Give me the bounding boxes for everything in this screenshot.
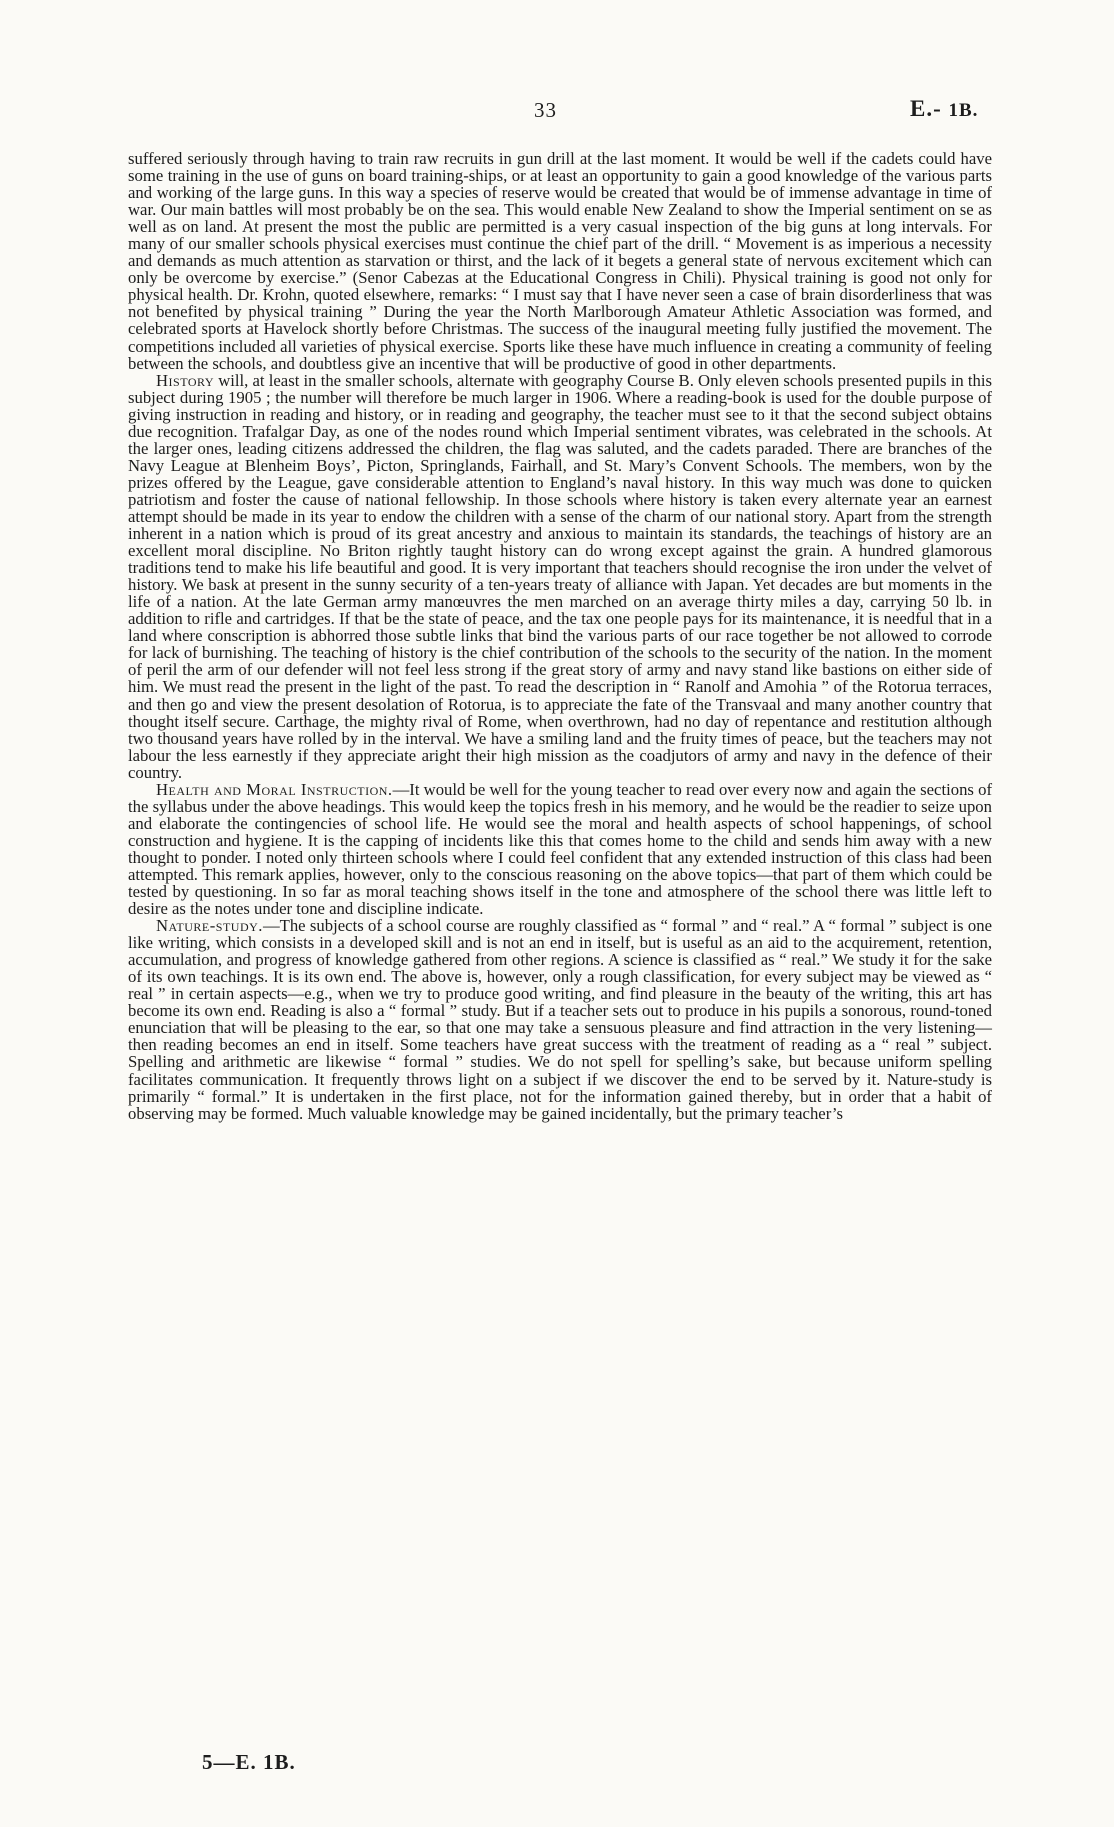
paragraph-text: —It would be well for the young teacher to read over every now and again the sections of the syllabus under the above headings. This would keep the topics fresh in his memory, and he would be the readier to seize upon and elaborate the contingencies of school life. He would see the moral and health aspects of school happenings, of school construction and hygiene. It is the capping of incidents like this that comes home to the child and sends him away with a new thought to ponder. I noted only thirteen schools where I could feel confident that any extended instruction of this class had been attempted. This remark applies, however, only to the conscious reasoning on the above topics—that part of them which could be tested by questioning. In so far as moral teaching shows itself in the tone and atmosphere of the school there was little left to desire as the notes under tone and discipline indicate. [128, 779, 992, 919]
paragraph-text: will, at least in the smaller schools, alternate with geography Course B. Only eleven schools presented pupils in this subject during 1905 ; the number will therefore be much larger in 1906. Where a reading-book is used for the double purpose of giving instruction in reading and history, or in reading and geography, the teacher must see to it that the second subject obtains due recognition. Trafalgar Day, as one of the nodes round which Imperial sentiment vibrates, was celebrated in the schools. At the larger ones, leading citizens addressed the children, the flag was saluted, and the cadets paraded. There are branches of the Navy League at Blenheim Boys’, Picton, Springlands, Fairhall, and St. Mary’s Convent Schools. The members, won by the prizes offered by the League, gave considerable attention to England’s naval history. In this way much was done to quicken patriotism and foster the cause of national fellowship. In those schools where history is taken every alternate year an earnest attempt should be made in its year to endow the children with a sense of the charm of our national story. Apart from the strength inherent in a nation which is proud of its great ancestry and anxious to maintain its standards, the teachings of history are an excellent moral discipline. No Briton rightly taught history can do wrong except against the grain. A hundred glamorous traditions tend to make his life beautiful and good. It is very important that teachers should recognise the iron under the velvet of history. We bask at present in the sunny security of a ten-years treaty of alliance with Japan. Yet decades are but moments in the life of a nation. At the late German army manœuvres the men marched on an average thirty miles a day, carrying 50 lb. in addition to rifle and cartridges. If that be the state of peace, and the tax one people pays for its maintenance, it is needful that in a land where conscription is abhorred those subtle links that bind the various parts of our race together be not allowed to corrode for lack of burnishing. The teaching of history is the chief contribution of the schools to the security of the nation. In the moment of peril the arm of our defender will not feel less strong if the great story of army and navy stand like bastions on either side of him. We must read the present in the light of the past. To read the description in “ Ranolf and Amohia ” of the Rotorua terraces, and then go and view the present desolation of Rotorua, is to appreciate the fate of the Transvaal and many another country that thought itself secure. Carthage, the mighty rival of Rome, when overthrown, had no day of repentance and restitution although two thousand years have rolled by in the interval. We have a smiling land and the fruity times of peace, but the teachers may not labour the less earnestly if they appreciate aright their high mission as the coadjutors of army and navy in the defence of their country. [128, 370, 992, 782]
paragraph-text: —The subjects of a school course are roughly classified as “ formal ” and “ real.” A “ formal ” subject is one like writing, which consists in a developed skill and is not an end in itself, but is useful as an aid to the acquirement, retention, accumulation, and progress of knowledge gathered from other regions. A science is classified as “ real.” We study it for the sake of its own teachings. It is its own end. The above is, however, only a rough classification, for every subject may be viewed as “ real ” in certain aspects—e.g., when we try to produce good writing, and find pleasure in the beauty of the writing, this art has become its own end. Reading is also a “ formal ” study. But if a teacher sets out to produce in his pupils a sonorous, round-toned enunciation that will be pleasing to the ear, so that one may take a sensuous pleasure and find attraction in the very listening—then reading becomes an end in itself. Some teachers have great success with the treatment of reading as a “ real ” subject. Spelling and arithmetic are likewise “ formal ” studies. We do not spell for spelling’s sake, but because uniform spelling facilitates communication. It frequently throws light on a subject if we discover the end to be served by it. Nature-study is primarily “ formal.” It is undertaken in the first place, not for the information gained thereby, but in order that a habit of observing may be formed. Much valuable knowledge may be gained incidentally, but the primary teacher’s [128, 916, 992, 1123]
paragraph-health-moral [128, 781, 992, 917]
paragraph-physical-training [128, 150, 992, 372]
page-reference [910, 96, 978, 122]
paragraph-text: suffered seriously through having to train raw recruits in gun drill at the last moment. It would be well if the cadets could have some training in the use of guns on board training-ships, or at least an opportunity to gain a good knowledge of the various parts and working of the large guns. In this way a species of reserve would be created that would be of immense advantage in time of war. Our main battles will most probably be on the sea. This would enable New Zealand to show the Imperial sentiment on se as well as on land. At present the most the public are permitted is a very casual inspection of the big guns at long intervals. For many of our smaller schools physical exercises must continue the chief part of the drill. “ Movement is as imperious a necessity and demands as much attention as starvation or thirst, and the lack of it begets a general state of nervous excitement which can only be overcome by exercise.” (Senor Cabezas at the Educational Congress in Chili). Physical training is good not only for physical health. Dr. Krohn, quoted elsewhere, remarks: “ I must say that I have never seen a case of brain disorderliness that was not benefited by physical training ” During the year the North Marlborough Amateur Athletic Association was formed, and celebrated sports at Havelock shortly before Christmas. The success of the inaugural meeting fully justified the movement. The competitions included all varieties of physical exercise. Sports like these have much influence in creating a community of feeling between the schools, and doubtless give an incentive that will be productive of good in other departments. [128, 149, 992, 373]
paragraph-nature-study [128, 917, 992, 1122]
signature-mark: 5—E. 1B. [202, 1750, 296, 1774]
section-heading-health-moral: Health and Moral Instruction. [156, 779, 393, 799]
section-heading-nature-study: Nature-study. [156, 916, 263, 936]
body-text [128, 150, 992, 1122]
section-heading-history: History [156, 370, 215, 390]
page-reference-main: E.- [910, 96, 942, 121]
paragraph-history [128, 372, 992, 781]
page-reference-suffix: 1B. [948, 100, 979, 121]
page-number: 33 [534, 98, 557, 122]
